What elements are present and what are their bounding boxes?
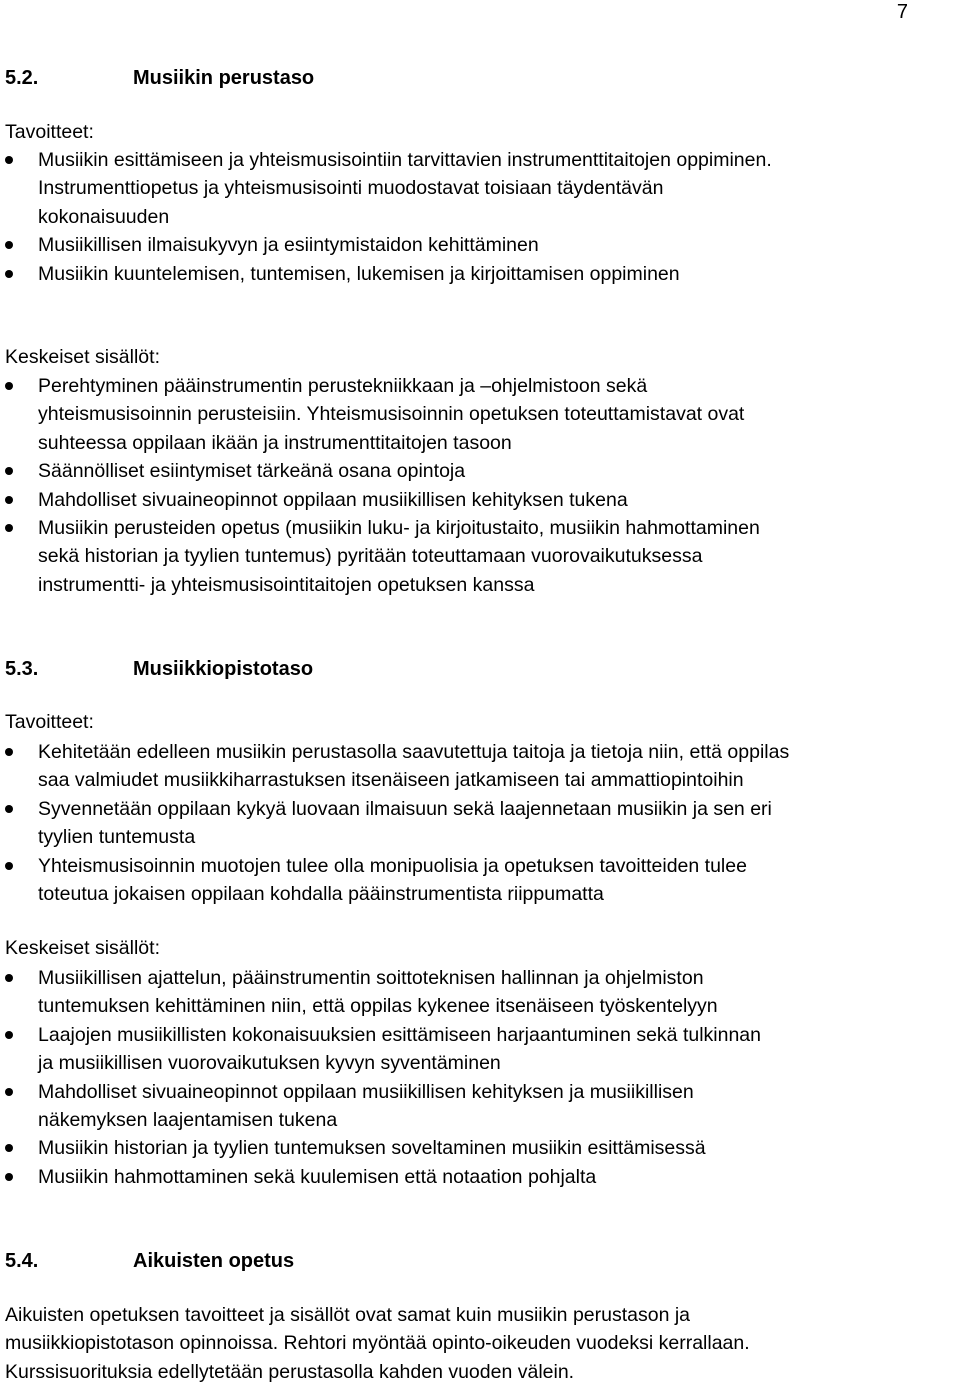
bullet-icon [5, 805, 13, 813]
section-title: Musiikkiopistotaso [133, 658, 314, 680]
list-item-text: Musiikin hahmottaminen sekä kuulemisen että notaation pohjalta [38, 1165, 597, 1188]
bullet-icon [5, 496, 13, 504]
section-heading-5-4 [5, 1249, 294, 1273]
section-heading-5-3 [5, 657, 313, 681]
contents-list [0, 964, 960, 1191]
bullet-icon [5, 524, 13, 532]
list-item [0, 795, 960, 852]
bullet-icon [5, 241, 13, 249]
list-item [0, 738, 960, 795]
list-item-text: Yhteismusisoinnin muotojen tulee olla monipuolisia ja opetuksen tavoitteiden tulee toteutua jokaisen oppilaan kohdalla pääinstrumentista riippumatta [38, 854, 747, 906]
list-item [0, 486, 960, 514]
list-item-text: Syvennetään oppilaan kykyä luovaan ilmaisuun sekä laajennetaan musiikin ja sen eri tyylien tuntemusta [38, 797, 772, 849]
goals-list [0, 146, 960, 288]
list-item [0, 372, 960, 457]
bullet-icon [5, 1144, 13, 1152]
page-number: 7 [896, 1, 908, 23]
bullet-icon [5, 1031, 13, 1039]
list-item [0, 231, 960, 259]
contents-label: Keskeiset sisällöt: [5, 346, 160, 368]
section-title: Aikuisten opetus [133, 1250, 295, 1272]
goals-list [0, 738, 960, 908]
bullet-icon [5, 862, 13, 870]
list-item-text: Laajojen musiikillisten kokonaisuuksien esittämiseen harjaantuminen sekä tulkinnan ja musiikillisen vuorovaikutuksen kyvyn syventäminen [38, 1023, 761, 1075]
list-item [0, 457, 960, 485]
list-item [0, 1021, 960, 1078]
list-item-text: Musiikin perusteiden opetus (musiikin luku- ja kirjoitustaito, musiikin hahmottaminen sekä historian ja tyylien tuntemus) pyritään toteuttamaan vuorovaikutuksessa instrumentti- ja yhteismusisointitaitojen opetuksen kanssa [38, 517, 760, 596]
list-item-text: Musiikillisen ilmaisukyvyn ja esiintymistaidon kehittäminen [38, 234, 539, 257]
bullet-icon [5, 467, 13, 475]
list-item [0, 146, 960, 231]
body-paragraph: Aikuisten opetuksen tavoitteet ja sisällöt ovat samat kuin musiikin perustason ja musiikkiopistotason opinnoissa. Rehtori myöntää opinto-oikeuden vuodeksi kerrallaan. Kurssisuorituksia edellytetään perustasolla kahden vuoden välein. [5, 1304, 750, 1383]
list-item [0, 1163, 960, 1191]
goals-label: Tavoitteet: [5, 711, 94, 733]
bullet-icon [5, 156, 13, 164]
goals-label: Tavoitteet: [5, 121, 94, 143]
list-item-text: Musiikin esittämiseen ja yhteismusisointiin tarvittavien instrumenttitaitojen oppiminen. Instrumenttiopetus ja yhteismusisointi muodostavat toisiaan täydentävän kokonaisuuden [38, 149, 772, 228]
list-item-text: Säännölliset esiintymiset tärkeänä osana opintoja [38, 460, 466, 483]
bullet-icon [5, 1173, 13, 1181]
section-heading-5-2 [5, 66, 314, 90]
list-item [0, 260, 960, 288]
list-item-text: Mahdolliset sivuaineopinnot oppilaan musiikillisen kehityksen ja musiikillisen näkemyksen laajentamisen tukena [38, 1080, 694, 1132]
list-item-text: Kehitetään edelleen musiikin perustasolla saavutettuja taitoja ja tietoja niin, että oppilas saa valmiudet musiikkiharrastuksen itsenäiseen jatkamiseen tai ammattiopintoihin [38, 741, 790, 792]
bullet-icon [5, 1088, 13, 1096]
contents-list [0, 372, 960, 599]
bullet-icon [5, 382, 13, 390]
list-item-text: Mahdolliset sivuaineopinnot oppilaan musiikillisen kehityksen tukena [38, 488, 628, 511]
list-item [0, 852, 960, 909]
list-item-text: Musiikillisen ajattelun, pääinstrumentin soittoteknisen hallinnan ja ohjelmiston tuntemuksen kehittäminen niin, että oppilas kykenee itsenäiseen työskentelyyn [38, 967, 718, 1018]
bullet-icon [5, 748, 13, 756]
list-item [0, 1134, 960, 1162]
list-item [0, 514, 960, 599]
section-title: Musiikin perustaso [133, 67, 315, 89]
bullet-icon [5, 270, 13, 278]
bullet-icon [5, 974, 13, 982]
section-number: 5.3. [5, 658, 39, 680]
list-item-text: Musiikin kuuntelemisen, tuntemisen, lukemisen ja kirjoittamisen oppiminen [38, 262, 680, 285]
section-number: 5.2. [5, 67, 39, 89]
list-item-text: Perehtyminen pääinstrumentin perustekniikkaan ja –ohjelmistoon sekä yhteismusisoinnin perusteisiin. Yhteismusisoinnin opetuksen toteuttamistavat ovat suhteessa oppilaan ikään ja instrumenttitaitojen tasoon [38, 375, 745, 454]
list-item [0, 964, 960, 1021]
contents-label: Keskeiset sisällöt: [5, 937, 160, 959]
list-item-text: Musiikin historian ja tyylien tuntemuksen soveltaminen musiikin esittämisessä [38, 1137, 706, 1160]
section-number: 5.4. [5, 1250, 39, 1272]
list-item [0, 1078, 960, 1135]
